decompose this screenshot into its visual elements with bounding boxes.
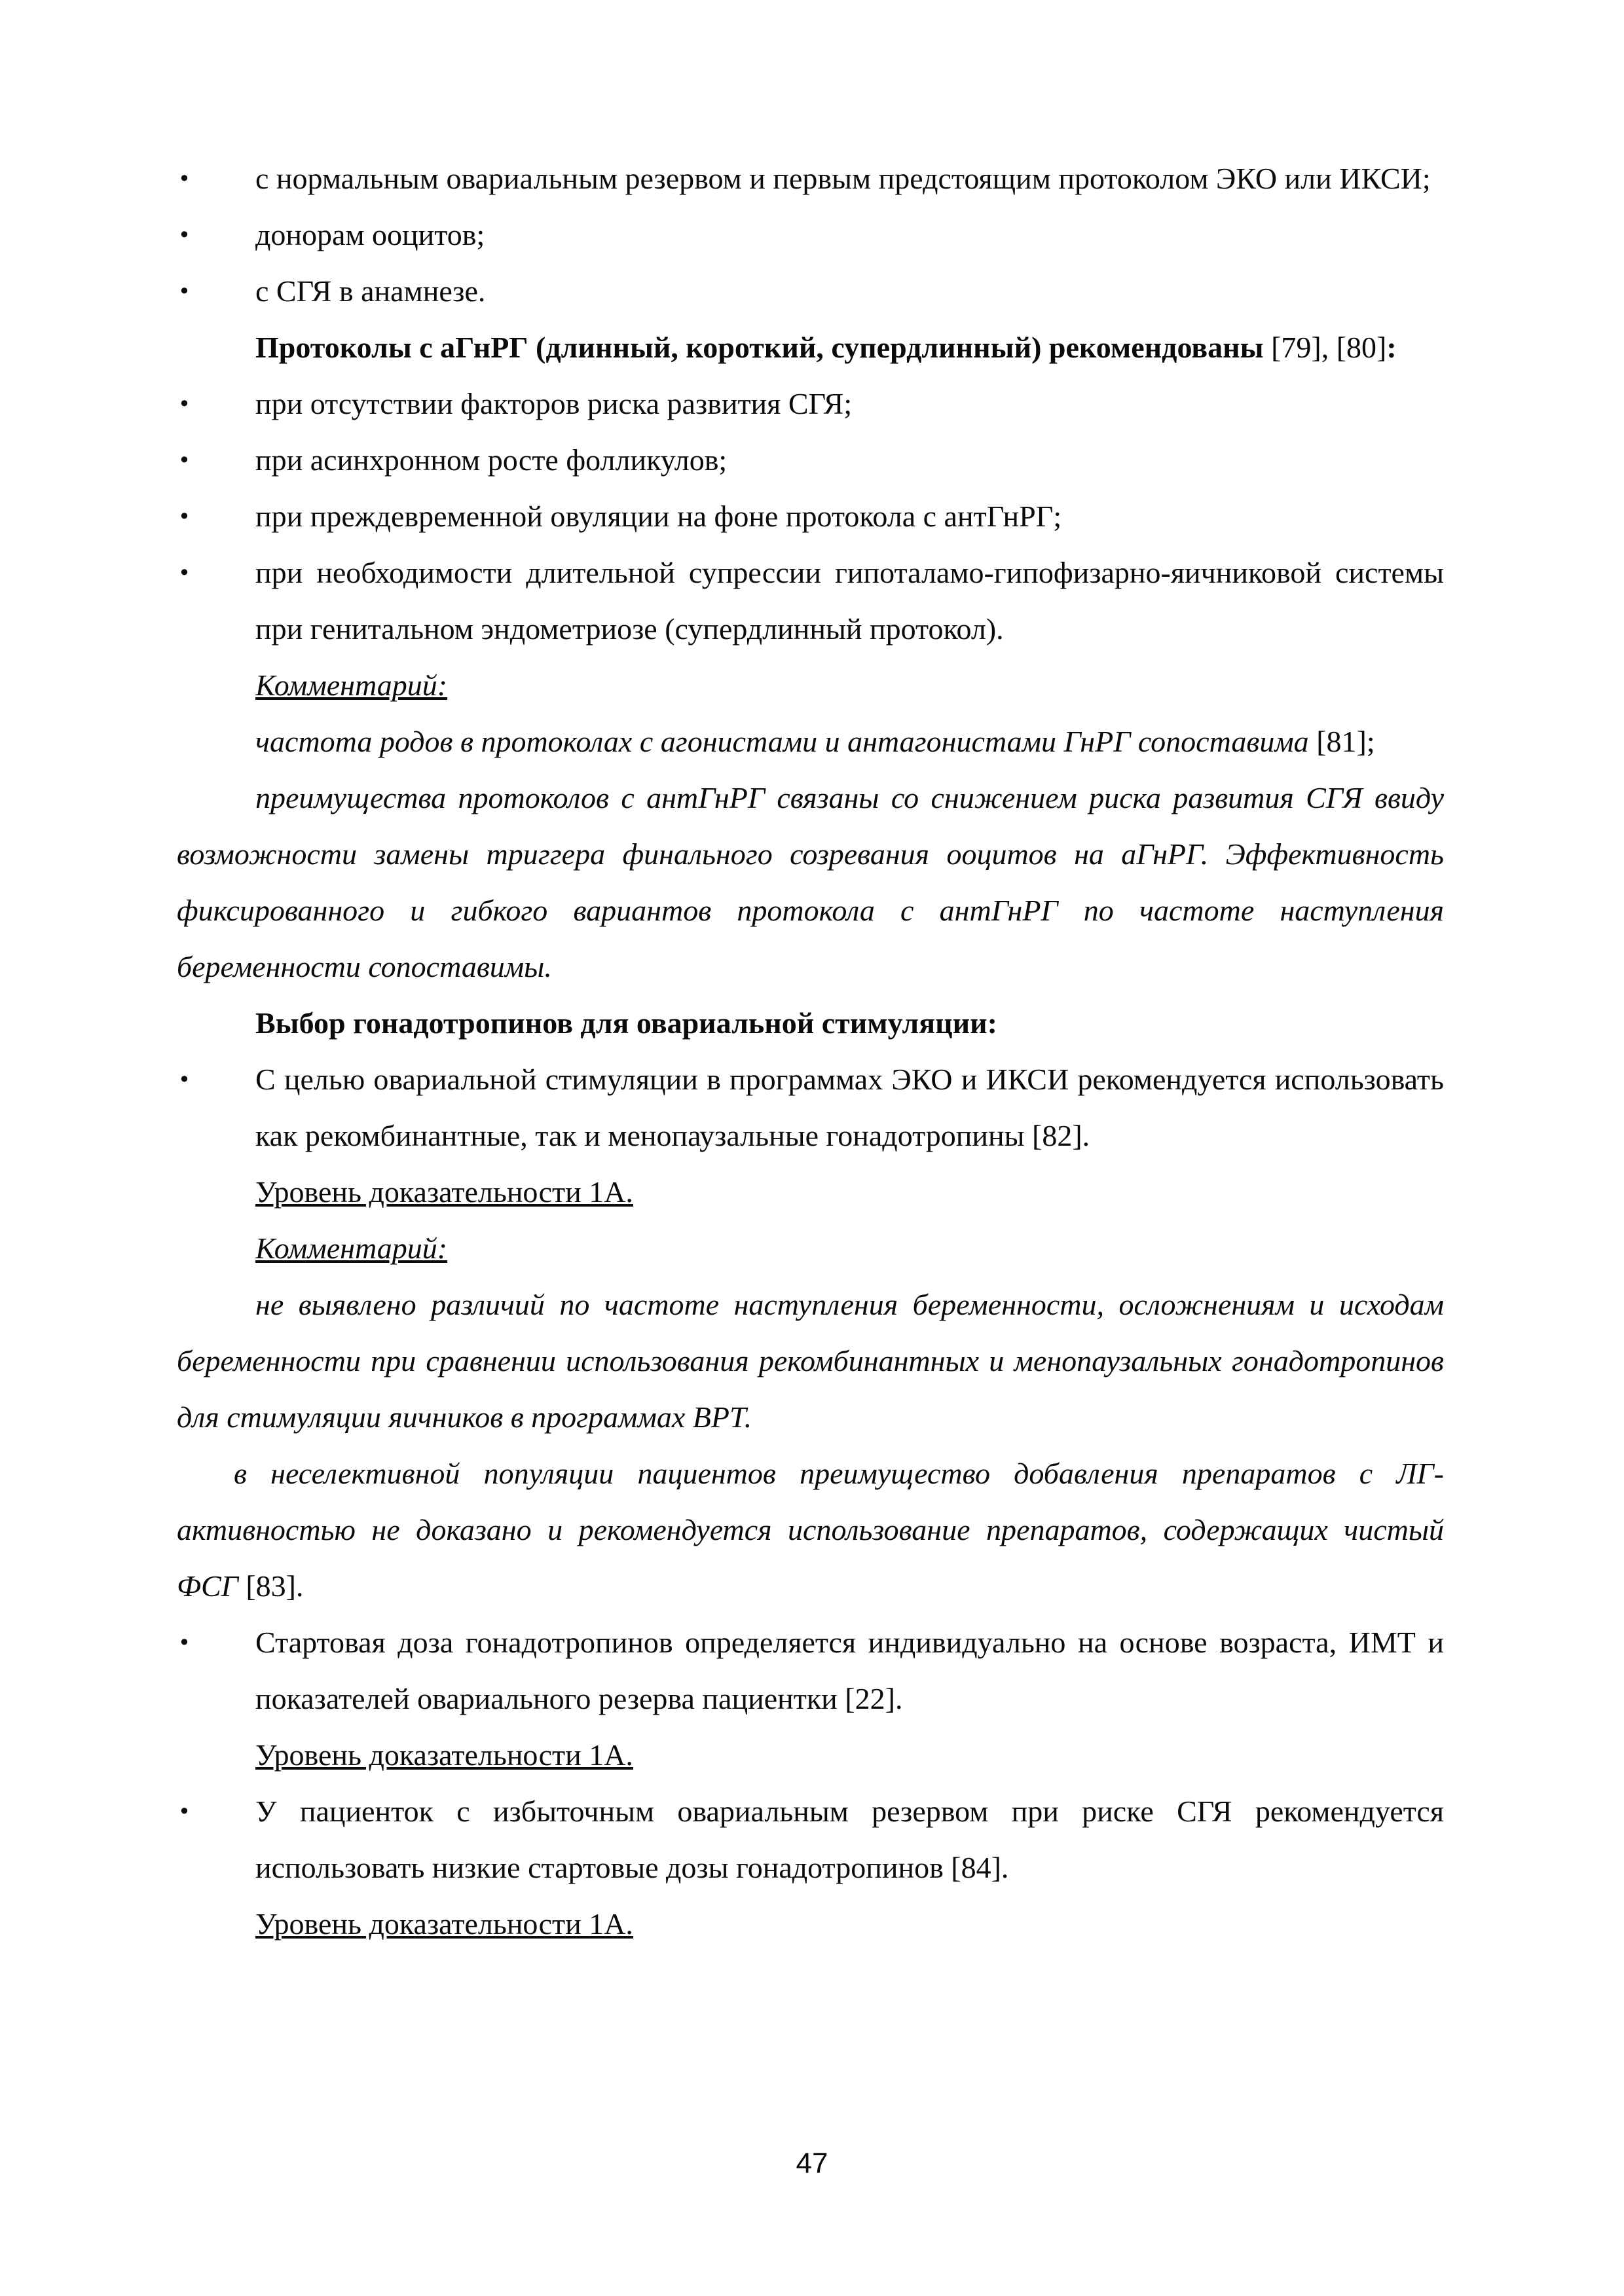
bullet-icon: •	[178, 1630, 191, 1655]
list-item-text: при асинхронном росте фолликулов;	[255, 443, 728, 477]
list-item	[177, 1614, 1444, 1727]
bullet-icon: •	[178, 279, 191, 304]
list-item-text: при отсутствии факторов риска развития СГЯ;	[255, 387, 853, 420]
comment-paragraph	[177, 1446, 1444, 1614]
list-item-text: С целью овариальной стимуляции в программах ЭКО и ИКСИ рекомендуется использовать как рекомбинантные, так и менопаузальные гонадотропины [82].	[255, 1063, 1444, 1152]
section-heading-agnrg	[177, 319, 1444, 376]
evidence-level: Уровень доказательности 1А.	[255, 1738, 633, 1772]
evidence-level: Уровень доказательности 1А.	[255, 1175, 633, 1209]
list-item-text: при преждевременной овуляции на фоне протокола с антГнРГ;	[255, 500, 1062, 533]
bullet-icon: •	[178, 1067, 191, 1092]
list-item	[177, 1051, 1444, 1164]
comment-line	[177, 714, 1444, 770]
comment-ref: [83].	[238, 1569, 304, 1603]
list-item	[177, 1783, 1444, 1896]
heading-colon: :	[1386, 331, 1397, 364]
list-item-text: с СГЯ в анамнезе.	[255, 274, 486, 308]
list-item	[177, 488, 1444, 545]
bullet-icon: •	[178, 223, 191, 247]
comment-ref: [81];	[1308, 725, 1375, 758]
list-item	[177, 207, 1444, 263]
bullet-icon: •	[178, 504, 191, 529]
comment-paragraph: преимущества протоколов с антГнРГ связаны со снижением риска развития СГЯ ввиду возможности замены триггера финального созревания ооцитов на аГнРГ. Эффективность фиксированного и гибкого вариантов протокола с антГнРГ по частоте наступления беременности сопоставимы.	[177, 781, 1444, 983]
heading-text: Протоколы с аГнРГ (длинный, короткий, супердлинный) рекомендованы	[255, 331, 1264, 364]
bullet-icon: •	[178, 560, 191, 585]
bullet-icon: •	[178, 166, 191, 191]
comment-paragraph: не выявлено различий по частоте наступления беременности, осложнениям и исходам беременности при сравнении использования рекомбинантных и менопаузальных гонадотропинов для стимуляции яичников в программах ВРТ.	[177, 1288, 1444, 1434]
list-item	[177, 376, 1444, 432]
comment-label: Комментарий:	[255, 1231, 448, 1265]
list-item	[177, 545, 1444, 657]
comment-text: в неселективной популяции пациентов преимущество добавления препаратов с ЛГ-активностью не доказано и рекомендуется использование препаратов, содержащих чистый ФСГ	[177, 1457, 1444, 1603]
list-item-text: У пациенток с избыточным овариальным резервом при риске СГЯ рекомендуется использовать низкие стартовые дозы гонадотропинов [84].	[255, 1795, 1444, 1884]
bullet-icon: •	[178, 1799, 191, 1824]
list-item-text: при необходимости длительной супрессии гипоталамо-гипофизарно-яичниковой системы при генитальном эндометриозе (супердлинный протокол).	[255, 556, 1444, 646]
bullet-icon: •	[178, 448, 191, 473]
evidence-level: Уровень доказательности 1А.	[255, 1907, 633, 1941]
list-item-text: Стартовая доза гонадотропинов определяется индивидуально на основе возраста, ИМТ и показателей овариального резерва пациентки [22].	[255, 1626, 1444, 1715]
list-item	[177, 263, 1444, 319]
list-item-text: с нормальным овариальным резервом и первым предстоящим протоколом ЭКО или ИКСИ;	[255, 162, 1431, 195]
list-item	[177, 432, 1444, 488]
page-body	[177, 151, 1444, 1952]
heading-refs: [79], [80]	[1263, 331, 1387, 364]
comment-label: Комментарий:	[255, 668, 448, 702]
comment-text: частота родов в протоколах с агонистами и антагонистами ГнРГ сопоставима	[255, 725, 1309, 758]
section-heading-gonadotropins: Выбор гонадотропинов для овариальной стимуляции:	[255, 1006, 997, 1040]
bullet-icon: •	[178, 392, 191, 416]
page-number: 47	[796, 2147, 828, 2179]
list-item	[177, 151, 1444, 207]
list-item-text: донорам ооцитов;	[255, 218, 485, 251]
